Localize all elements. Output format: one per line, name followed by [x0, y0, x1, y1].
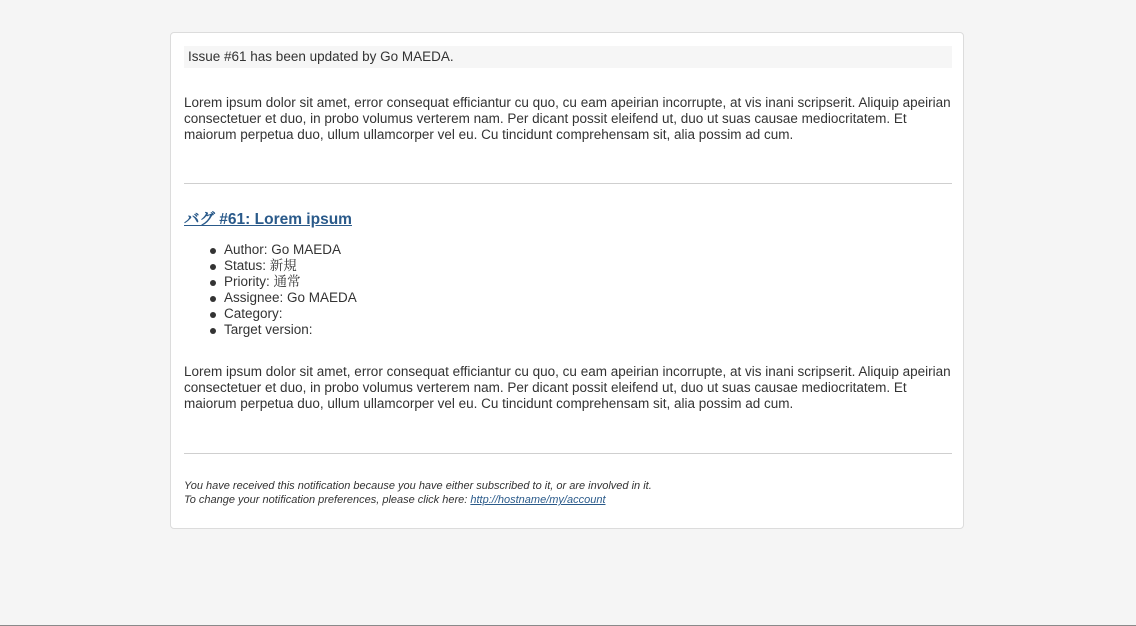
bullet-icon	[210, 296, 216, 302]
account-link[interactable]: http://hostname/my/account	[470, 494, 606, 506]
issue-title-link[interactable]: バグ #61: Lorem ipsum	[184, 211, 352, 228]
bullet-icon	[210, 248, 216, 254]
attribute-category	[184, 306, 357, 322]
attribute-text: Priority: 通常	[224, 274, 301, 289]
attribute-target-version	[184, 322, 357, 338]
bullet-icon	[210, 328, 216, 334]
footer-line-1: You have received this notification because you have either subscribed to it, or are involved in it.	[184, 480, 652, 492]
attribute-text: Assignee: Go MAEDA	[224, 290, 357, 305]
attribute-text: Author: Go MAEDA	[224, 242, 342, 257]
journal-notes: Lorem ipsum dolor sit amet, error consequat efficiantur cu quo, cu eam apeirian incorrupte, at vis inani scripserit. Aliquip apeirian consectetuer et duo, in probo volumus verterem nam. Per dicant possit eleifend ut, duo ut suas causae mediocritatem. Et maiorum perpetua duo, ullum ullamcorper vel eu. Cu tincidunt comprehensam sit, alia possim ad cum.	[184, 95, 951, 142]
attribute-text: Target version:	[224, 322, 313, 337]
attribute-author	[184, 242, 357, 258]
attribute-assignee	[184, 290, 357, 306]
divider	[184, 453, 952, 454]
issue-description: Lorem ipsum dolor sit amet, error consequat efficiantur cu quo, cu eam apeirian incorrupte, at vis inani scripserit. Aliquip apeirian consectetuer et duo, in probo volumus verterem nam. Per dicant possit eleifend ut, duo ut suas causae mediocritatem. Et maiorum perpetua duo, ullum ullamcorper vel eu. Cu tincidunt comprehensam sit, alia possim ad cum.	[184, 364, 951, 411]
attribute-priority	[184, 274, 357, 290]
update-header: Issue #61 has been updated by Go MAEDA.	[184, 46, 952, 68]
bullet-icon	[210, 280, 216, 286]
issue-title	[184, 210, 352, 230]
attribute-text: Category:	[224, 306, 283, 321]
footer-prefix: To change your notification preferences, please click here:	[184, 494, 471, 506]
bullet-icon	[210, 264, 216, 270]
notification-footer	[184, 479, 952, 507]
attribute-text: Status: 新規	[224, 258, 297, 273]
email-card	[170, 32, 964, 529]
divider	[184, 183, 952, 184]
footer-line-2	[184, 493, 952, 507]
issue-attributes-list	[184, 242, 357, 338]
attribute-status	[184, 258, 357, 274]
bullet-icon	[210, 312, 216, 318]
